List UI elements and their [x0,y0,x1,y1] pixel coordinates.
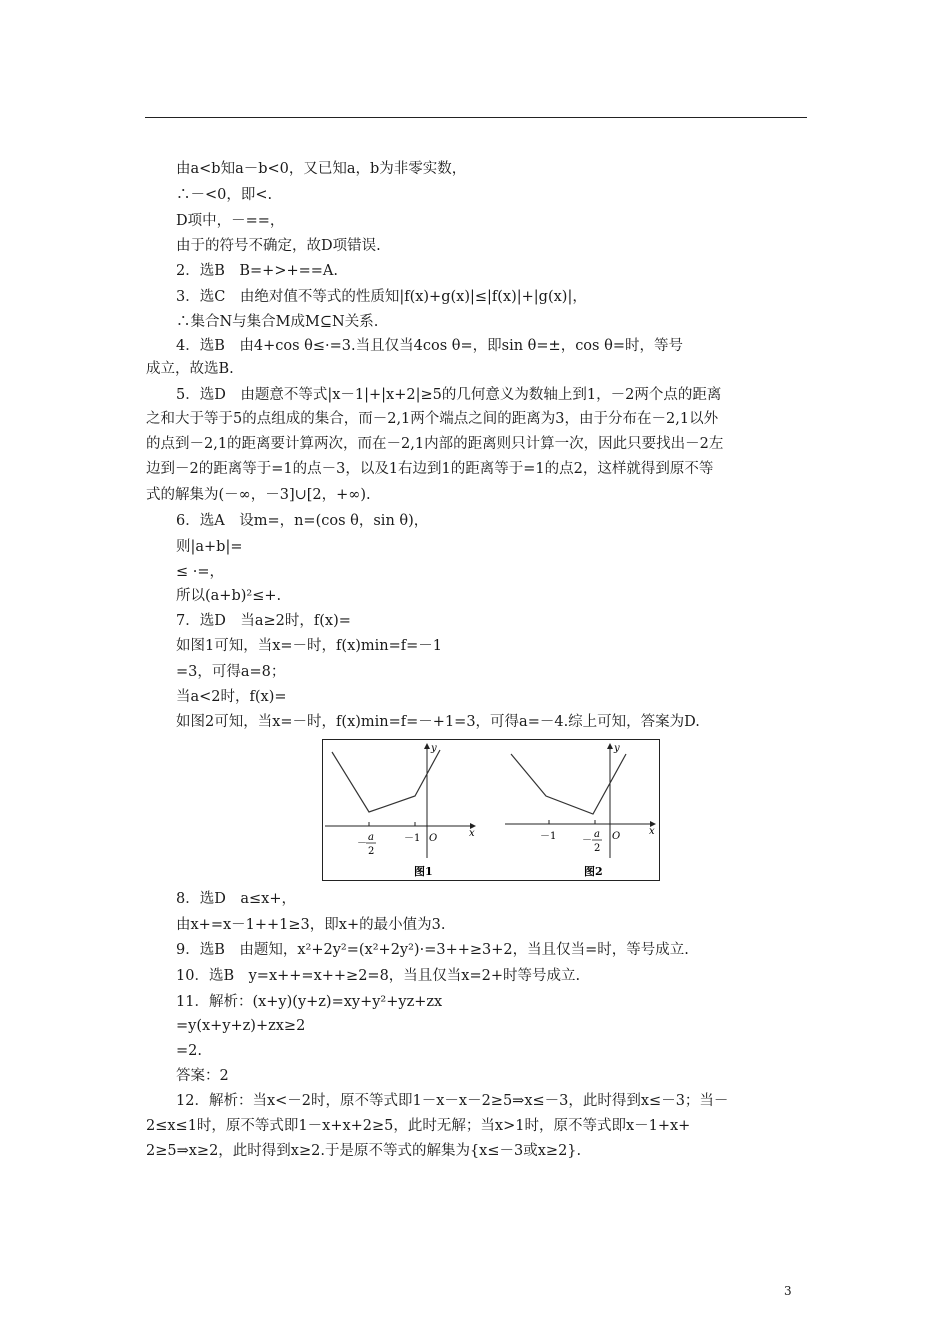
text-line: 如图2可知，当x=－时，f(x)min=f=－+1=3，可得a=－4.综上可知，答案为D. [176,714,700,730]
fig2-frac-den: 2 [594,843,601,854]
text-line: 2≥5⇒x≥2，此时得到x≥2.于是原不等式的解集为{x≤－3或x≥2}. [146,1143,582,1159]
text-line: 的点到－2,1的距离要计算两次，而在－2,1内部的距离则只计算一次，因此只要找出－2左 [146,436,724,452]
text-line: =y(x+y+z)+zx≥2 [176,1018,306,1034]
text-line: 8．选D a≤x+， [176,891,296,907]
text-line: 12．解析：当x<－2时，原不等式即1－x－x－2≥5⇒x≤－3，此时得到x≤－3；当－ [176,1093,729,1109]
fig2-tick-neg1-label: －1 [540,831,557,842]
fig2-origin-label: O [612,831,621,842]
text-line: 当a<2时，f(x)= [176,689,287,705]
text-line: 2≤x≤1时，原不等式即1－x+x+2≥5，此时无解；当x>1时，原不等式即x－1+x+ [146,1118,691,1134]
graphs-svg [323,740,661,882]
text-line: 式的解集为(－∞，－3]∪[2，+∞). [146,487,371,503]
fig1-y-label: y [431,743,437,754]
text-line: 9．选B 由题知，x²+2y²=(x²+2y²)·=3++≥3+2，当且仅当=时，等号成立. [176,942,689,958]
text-line: 6．选A 设m=，n=(cos θ，sin θ)， [176,513,429,529]
fig1-x-label: x [469,828,475,839]
fig1-graph-curve [332,750,440,812]
fig2-caption: 图2 [584,865,603,878]
fig2-y-label: y [614,743,620,754]
fig1-frac-den: 2 [368,846,375,857]
text-line: 之和大于等于5的点组成的集合，而－2,1两个端点之间的距离为3，由于分布在－2,1以外 [146,411,719,427]
fig1-tick-neg1-label: －1 [404,833,421,844]
text-line: ∴集合N与集合M成M⊆N关系. [176,314,379,330]
function-graphs-figure [322,739,660,881]
fig2-x-label: x [649,826,655,837]
text-line: 由于的符号不确定，故D项错误. [176,238,381,254]
text-line: =3，可得a=8； [176,664,286,680]
page-number: 3 [784,1284,792,1298]
fig1-origin-label: O [429,833,438,844]
text-line: 由a<b知a－b<0，又已知a，b为非零实数， [176,161,467,177]
text-line: 答案：2 [176,1068,229,1084]
text-line: 由x+=x－1++1≥3，即x+的最小值为3. [176,917,446,933]
text-line: 5．选D 由题意不等式|x－1|+|x+2|≥5的几何意义为数轴上到1，－2两个点的距离 [176,387,722,403]
text-line: 边到－2的距离等于=1的点－3，以及1右边到1的距离等于=1的点2，这样就得到原不等 [146,461,714,477]
text-line: 4．选B 由4+cos θ≤·=3.当且仅当4cos θ=，即sin θ=±，cos θ=时，等号 [176,338,683,354]
text-line: 7．选D 当a≥2时，f(x)= [176,613,351,629]
fig2-neg-sign: － [582,835,592,846]
text-line: 则|a+b|= [176,539,243,555]
text-line: D项中，－==， [176,213,285,229]
header-rule [145,117,807,118]
text-line: ∴－<0，即<. [176,187,273,203]
text-line: =2. [176,1043,202,1059]
fig1-caption: 图1 [414,865,433,878]
text-line: 3．选C 由绝对值不等式的性质知|f(x)+g(x)|≤|f(x)|+|g(x)|， [176,289,587,305]
text-line: 11．解析：(x+y)(y+z)=xy+y²+yz+zx [176,994,443,1010]
fig2-frac-num: a [594,829,600,840]
text-line: 2．选B B=+>+==A. [176,263,339,279]
fig2-graph-curve [511,754,626,814]
fig1-frac-num: a [368,832,374,843]
fig1-neg-sign: － [357,838,367,849]
text-line: ≤ ·=， [176,564,225,580]
text-line: 成立，故选B. [146,361,234,377]
text-line: 所以(a+b)²≤+. [176,588,282,604]
text-line: 10．选B y=x++=x++≥2=8，当且仅当x=2+时等号成立. [176,968,581,984]
text-line: 如图1可知，当x=－时，f(x)min=f=－1 [176,638,443,654]
